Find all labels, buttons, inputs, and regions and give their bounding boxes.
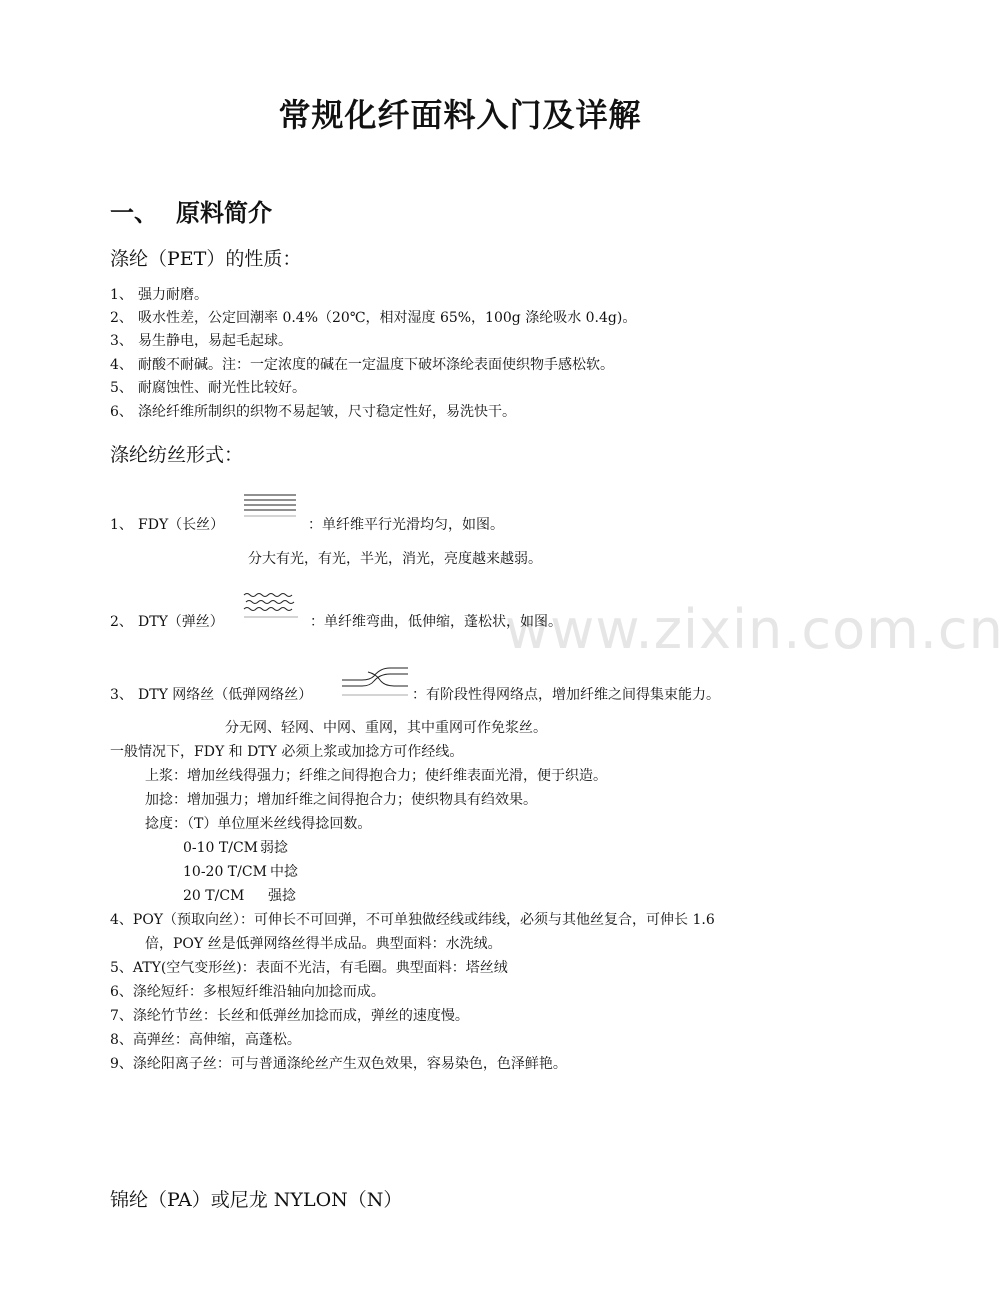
list-item: 8、高弹丝：高伸缩，高蓬松。 <box>110 1032 301 1048</box>
sizing-note: 上浆：增加丝线得强力；纤维之间得抱合力；使纤维表面光滑，便于织造。 <box>145 768 607 784</box>
list-item: 6、 涤纶纤维所制织的织物不易起皱，尺寸稳定性好，易洗快干。 <box>110 404 516 420</box>
dty-label: 2、 DTY（弹丝） <box>110 614 224 630</box>
poy-description: 4、POY（预取向丝）：可伸长不可回弹，不可单独做经线或纬线，必须与其他丝复合，可伸长 1.6 <box>110 912 715 928</box>
list-item: 5、ATY(空气变形丝)：表面不光洁，有毛圈。典型面料：塔丝绒 <box>110 960 508 976</box>
list-item: 7、涤纶竹节丝：长丝和低弹丝加捻而成，弹丝的速度慢。 <box>110 1008 469 1024</box>
section-title: 原料简介 <box>176 198 272 227</box>
list-item: 9、涤纶阳离子丝：可与普通涤纶丝产生双色效果，容易染色，色泽鲜艳。 <box>110 1056 567 1072</box>
dty-net-fiber-illustration <box>338 662 412 698</box>
section-heading <box>110 193 272 228</box>
document-title: 常规化纤面料入门及详解 <box>278 96 642 134</box>
twist-degree-note: 捻度：（T）单位厘米丝线得捻回数。 <box>145 816 372 832</box>
list-item: 3、 易生静电，易起毛起球。 <box>110 333 292 349</box>
warp-note: 一般情况下，FDY 和 DTY 必须上浆或加捻方可作经线。 <box>110 744 464 760</box>
fdy-luster-note: 分大有光，有光，半光，消光，亮度越来越弱。 <box>248 551 542 567</box>
poy-description-cont: 倍，POY 丝是低弹网络丝得半成品。典型面料：水洗绒。 <box>145 936 502 952</box>
list-item: 1、 强力耐磨。 <box>110 287 208 303</box>
dty-net-description: ：有阶段性得网络点，增加纤维之间得集束能力。 <box>412 687 720 703</box>
dty-fiber-illustration <box>242 590 302 620</box>
dty-description: ：单纤维弯曲，低伸缩，蓬松状，如图。 <box>310 614 562 630</box>
list-item: 5、 耐腐蚀性、耐光性比较好。 <box>110 380 306 396</box>
fdy-fiber-illustration <box>242 492 298 518</box>
spinning-heading: 涤纶纺丝形式： <box>110 444 244 466</box>
watermark: www.zixin.com.cn <box>505 598 1004 661</box>
dty-net-label: 3、 DTY 网络丝（低弹网络丝） <box>110 687 313 703</box>
twisting-note: 加捻：增加强力；增加纤维之间得抱合力；使织物具有绉效果。 <box>145 792 537 808</box>
nylon-heading: 锦纶（PA）或尼龙 NYLON（N） <box>110 1189 403 1211</box>
twist-level-row: 10-20 T/CM 中捻 <box>183 864 298 880</box>
list-item: 4、 耐酸不耐碱。注：一定浓度的碱在一定温度下破坏涤纶表面使织物手感松软。 <box>110 357 614 373</box>
list-item: 6、涤纶短纤：多根短纤维沿轴向加捻而成。 <box>110 984 385 1000</box>
dty-net-grades: 分无网、轻网、中网、重网，其中重网可作免浆丝。 <box>225 720 547 736</box>
twist-level-row: 0-10 T/CM 弱捻 <box>183 840 288 856</box>
list-item: 2、 吸水性差，公定回潮率 0.4%（20℃，相对湿度 65%，100g 涤纶吸水 0.4g)。 <box>110 310 637 326</box>
section-number: 一、 <box>110 198 158 227</box>
twist-level-row: 20 T/CM 强捻 <box>183 888 296 904</box>
fdy-description: ：单纤维平行光滑均匀，如图。 <box>308 517 504 533</box>
pet-heading: 涤纶（PET）的性质： <box>110 248 302 270</box>
fdy-label: 1、 FDY（长丝） <box>110 517 225 533</box>
